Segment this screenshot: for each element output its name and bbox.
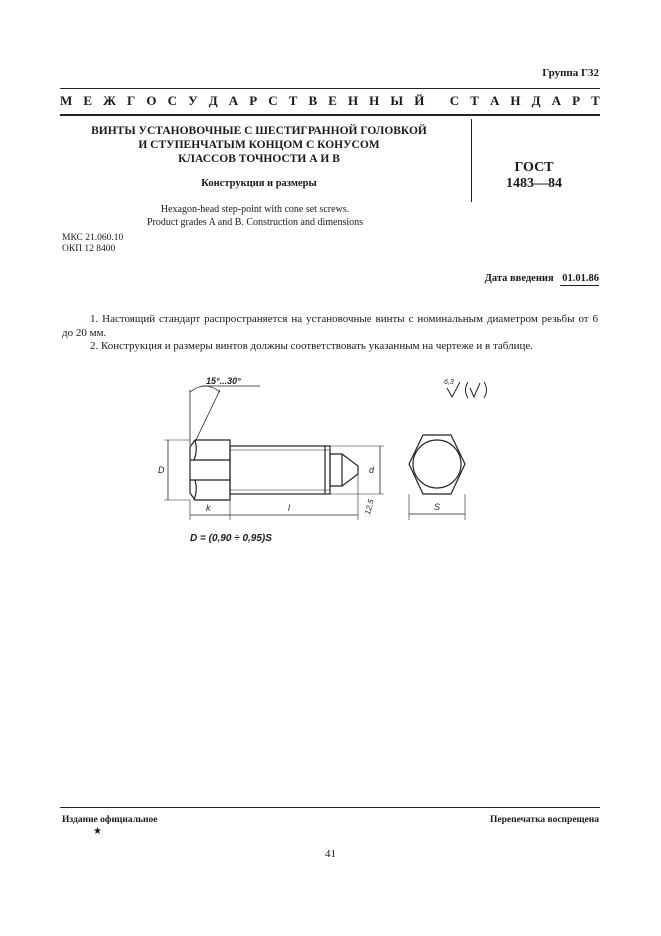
gost-number: 1483—84: [506, 176, 562, 191]
banner-letter: Ы: [390, 93, 404, 108]
date-label: Дата введения: [484, 273, 554, 284]
english-line-1: Hexagon-head step-point with cone set screws.: [160, 204, 350, 215]
banner-letter: Н: [347, 93, 359, 108]
label-s: S: [434, 502, 441, 512]
header-rule-bottom: [60, 114, 600, 116]
screw-cone-point: [330, 454, 358, 486]
edition-label: Издание официальное: [62, 815, 158, 825]
angle-label: 15°...30°: [206, 376, 241, 386]
banner-letter: С: [268, 93, 278, 108]
mks-code: МКС 21.060.10: [62, 233, 124, 243]
roughness-side: 12,5: [363, 498, 376, 516]
banner-letter: Н: [510, 93, 521, 108]
title-line-2: И СТУПЕНЧАТЫМ КОНЦОМ С КОНУСОМ: [138, 139, 380, 151]
label-D: D: [158, 465, 165, 475]
header-rule-top: [60, 88, 600, 89]
banner-letter: Ж: [103, 93, 116, 108]
okp-code: ОКП 12 8400: [62, 244, 116, 254]
standard-banner: [60, 93, 600, 109]
banner-letter: Е: [83, 93, 93, 108]
reprint-notice: Перепечатка воспрещена: [489, 815, 599, 825]
banner-letter: Т: [288, 93, 298, 108]
banner-letter: А: [489, 93, 500, 108]
document-subtitle: Конструкция и размеры: [201, 178, 317, 189]
english-line-2: Product grades A and B. Construction and dimensions: [146, 217, 364, 228]
banner-letter: Д: [531, 93, 541, 108]
banner-letter: Д: [208, 93, 218, 108]
label-l: l: [288, 503, 290, 513]
banner-letter: Т: [470, 93, 479, 108]
title-divider: [471, 119, 472, 202]
roughness-top: 6,3: [444, 379, 454, 386]
banner-letter: Р: [572, 93, 581, 108]
banner-letter: У: [188, 93, 198, 108]
classification-codes: [62, 233, 123, 255]
group-code: Группа Г32: [542, 67, 599, 79]
date-value: 01.01.86: [562, 273, 599, 284]
banner-letter: С: [449, 93, 460, 108]
banner-letter: [435, 93, 438, 109]
star-icon: ★: [93, 826, 102, 837]
title-line-1: ВИНТЫ УСТАНОВОЧНЫЕ С ШЕСТИГРАННОЙ ГОЛОВКОЙ: [91, 125, 427, 137]
roughness-symbol: [444, 379, 487, 398]
effective-date: [485, 273, 599, 286]
page-number: 41: [325, 848, 336, 860]
paragraph-1: 1. Настоящий стандарт распространяется на установочные винты с номинальным диаметром резьбы от 6 до 20 мм.: [62, 313, 598, 339]
label-d: d: [369, 465, 375, 475]
title-line-3: КЛАССОВ ТОЧНОСТИ А И В: [178, 153, 340, 165]
document-title: [60, 124, 458, 166]
dimension-d: [328, 446, 384, 494]
banner-letter: О: [146, 93, 157, 108]
banner-letter: Р: [249, 93, 258, 108]
screw-shank: [230, 446, 330, 494]
banner-letter: А: [551, 93, 562, 108]
gost-designation: [484, 160, 584, 192]
angle-dimension: [190, 376, 260, 445]
banner-letter: Т: [591, 93, 600, 108]
footer-rule: [60, 807, 600, 808]
hexagon-end-view: [409, 435, 465, 520]
diameter-formula: D = (0,90 ÷ 0,95)S: [190, 533, 272, 544]
english-title: [60, 203, 450, 229]
banner-letter: С: [167, 93, 177, 108]
dimension-D: [158, 440, 190, 500]
banner-letter: А: [228, 93, 239, 108]
label-k: k: [206, 503, 211, 513]
banner-letter: Й: [414, 93, 425, 108]
screw-head: [190, 440, 230, 500]
screw-drawing: [150, 370, 510, 550]
banner-letter: Е: [328, 93, 337, 108]
banner-letter: В: [308, 93, 318, 108]
banner-letter: М: [60, 93, 73, 108]
banner-letter: Н: [369, 93, 380, 108]
paragraph-2: 2. Конструкция и размеры винтов должны соответствовать указанным на чертеже и в таблице.: [90, 340, 533, 352]
gost-label: ГОСТ: [514, 160, 554, 175]
banner-letter: Г: [127, 93, 136, 108]
